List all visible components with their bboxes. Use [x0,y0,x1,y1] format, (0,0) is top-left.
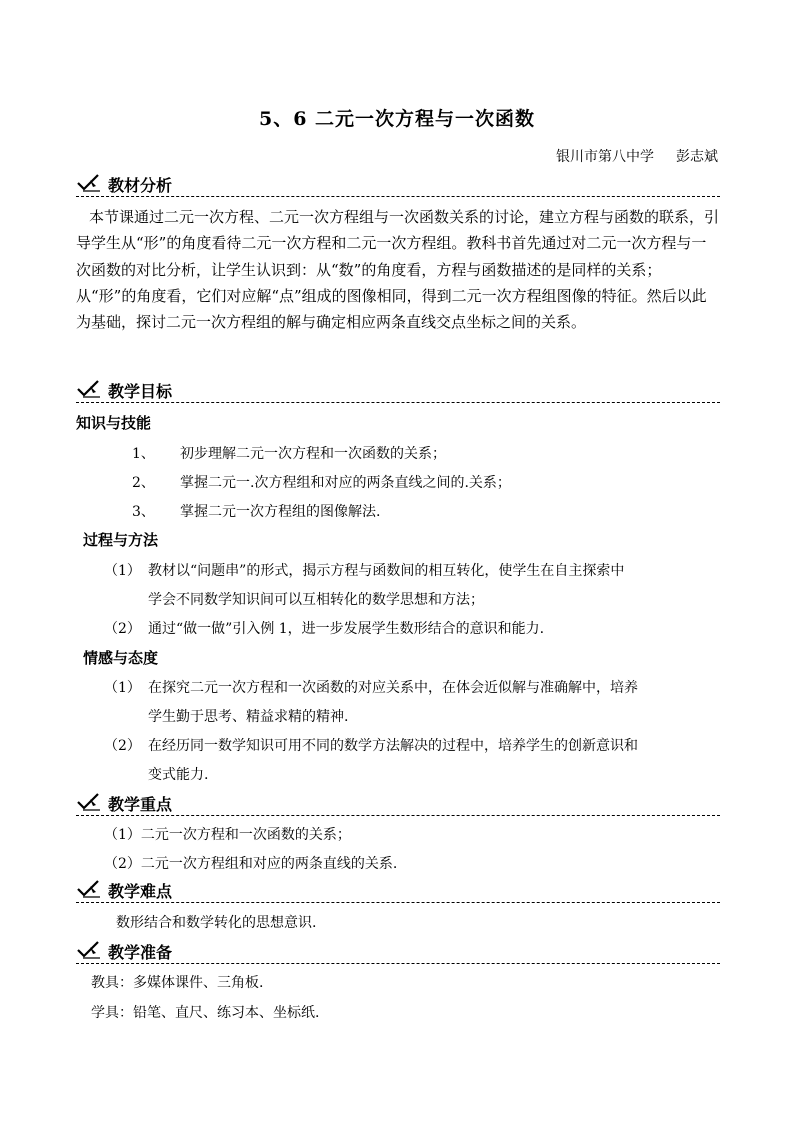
dashed-divider [76,815,720,816]
item-text: 教材以“问题串”的形式，揭示方程与函数间的相互转化，使学生在自主探索中 [148,563,625,579]
list-item [132,472,511,492]
item-text: 初步理解二元一次方程和一次函数的关系； [180,446,446,462]
difficulty-text: 数形结合和数学转化的思想意识. [116,915,317,931]
section-difficulty-header [76,878,720,902]
section-heading: 教材分析 [108,176,173,195]
dashed-divider [76,402,720,403]
section-goals-header [76,378,720,402]
pen-check-icon [76,172,102,194]
section-key-header [76,791,720,815]
pen-check-icon [76,378,102,400]
section-prep-header [76,939,720,963]
item-text: 掌握二元一次方程组的图像解法. [180,504,381,520]
item-number: （1） [104,563,141,579]
prep-item: 教具：多媒体课件、三角板. [91,975,264,991]
author-school: 银川市第八中学 [556,149,654,165]
list-item [132,501,380,521]
dashed-divider [76,196,720,197]
item-text-continued: 变式能力. [148,767,209,783]
item-text-continued: 学生勤于思考、精益求精的精神. [148,709,349,725]
subheading-emotion: 情感与态度 [83,649,159,667]
analysis-paragraph: 本节课通过二元一次方程、二元一次方程组与一次函数关系的讨论，建立方程与函数的联系，引导学生从“形”的角度看待二元一次方程和二元一次方程组。教科书首先通过对二元一次方程与一次函数的对比分析，让学生认识到：从“数”的角度看，方程与函数描述的是同样的关系；从“形”的角度看，它们对应解“点”组成的图像相同，得到二元一次方程组图像的特征。然后以此为基础，探讨二元一次方程组的解与确定相应两条直线交点坐标之间的关系。 [76,208,720,332]
subheading-knowledge: 知识与技能 [76,414,152,432]
item-number: 3、 [132,504,155,520]
dashed-divider [76,963,720,964]
item-number: 1、 [132,446,155,462]
author-line [556,146,718,166]
item-text: 在探究二元一次方程和一次函数的对应关系中，在体会近似解与准确解中，培养 [148,680,638,696]
key-point-item: （2）二元一次方程组和对应的两条直线的关系. [104,856,398,872]
item-text-continued: 学会不同数学知识间可以互相转化的数学思想和方法； [148,592,484,608]
item-number: 2、 [132,475,155,491]
pen-check-icon [76,878,102,900]
section-heading: 教学目标 [108,382,173,401]
list-item [132,443,446,463]
section-heading: 教学难点 [108,882,173,901]
list-item [104,618,544,638]
page-title: 5、6 二元一次方程与一次函数 [258,108,536,130]
pen-check-icon [76,791,102,813]
section-analysis-header [76,172,720,196]
item-number: （2） [104,738,141,754]
item-number: （1） [104,680,141,696]
section-heading: 教学重点 [108,795,173,814]
item-text: 掌握二元一.次方程组和对应的两条直线之间的.关系； [180,475,511,491]
section-heading: 教学准备 [108,943,173,962]
pen-check-icon [76,939,102,961]
list-item [104,560,624,580]
item-text: 通过“做一做”引入例 1，进一步发展学生数形结合的意识和能力. [148,621,545,637]
item-number: （2） [104,621,141,637]
dashed-divider [76,902,720,903]
list-item [104,677,638,697]
key-point-item: （1）二元一次方程和一次函数的关系； [104,827,351,843]
item-text: 在经历同一数学知识可用不同的数学方法解决的过程中，培养学生的创新意识和 [148,738,638,754]
author-name: 彭志斌 [676,149,718,165]
list-item [104,735,638,755]
prep-item: 学具：铅笔、直尺、练习本、坐标纸. [91,1005,320,1021]
subheading-process: 过程与方法 [83,531,159,549]
